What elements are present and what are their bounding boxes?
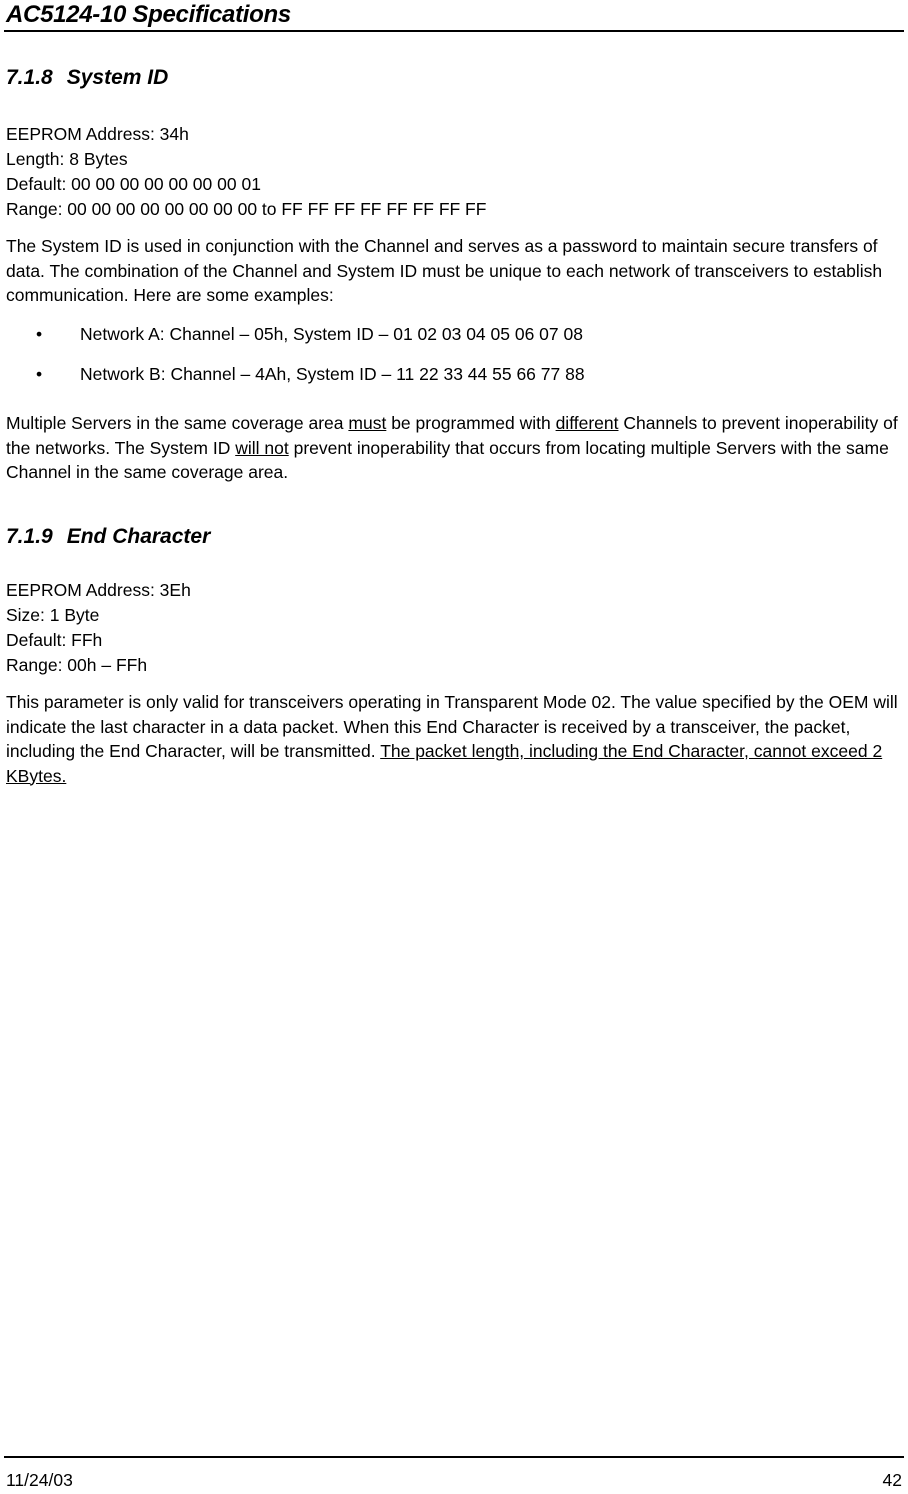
bullet-icon: • xyxy=(36,364,43,384)
footer-date: 11/24/03 xyxy=(6,1470,73,1490)
section-title: End Character xyxy=(66,525,211,548)
system-id-default: Default: 00 00 00 00 00 00 00 01 xyxy=(6,174,261,194)
document-title: AC5124-10 Specifications xyxy=(6,1,291,28)
note-emphasis-must: must xyxy=(348,413,387,433)
section-number: 7.1.8 xyxy=(6,66,53,89)
section-title: System ID xyxy=(66,66,169,89)
page-footer xyxy=(4,1456,904,1494)
end-char-default: Default: FFh xyxy=(6,630,103,650)
system-id-description: The System ID is used in conjunction with the Channel and serves as a password to maintain secure transfers of data. The combination of the Channel and System ID must be unique to each network of transceivers to establish communication. Here are some examples: xyxy=(6,236,883,305)
page-header xyxy=(4,0,904,32)
note-text: Channels to prevent inoperability of the networks. The System ID xyxy=(6,413,898,458)
bullet-icon: • xyxy=(36,324,43,344)
end-char-eeprom-address: EEPROM Address: 3Eh xyxy=(6,580,191,600)
description-emphasis: The packet length, including the End Character, cannot exceed 2 KBytes. xyxy=(6,741,883,786)
end-char-description xyxy=(6,690,902,788)
section-heading-end-character xyxy=(6,525,210,549)
system-id-length: Length: 8 Bytes xyxy=(6,149,128,169)
note-text: be programmed with xyxy=(386,413,556,433)
note-emphasis-will-not: will not xyxy=(235,437,289,458)
end-char-range: Range: 00h – FFh xyxy=(6,655,148,675)
end-char-size: Size: 1 Byte xyxy=(6,605,100,625)
system-id-range: Range: 00 00 00 00 00 00 00 00 to FF FF FF FF FF FF FF FF xyxy=(6,199,487,219)
system-id-note xyxy=(6,411,902,485)
example-item xyxy=(36,322,583,346)
example-text: Network B: Channel – 4Ah, System ID – 11 22 33 44 55 66 77 88 xyxy=(80,364,585,384)
note-text: prevent inoperability that occurs from locating multiple Servers with the same Channel in the same coverage area. xyxy=(6,437,889,482)
page-number: 42 xyxy=(882,1470,902,1490)
example-item xyxy=(36,362,585,386)
system-id-eeprom-address: EEPROM Address: 34h xyxy=(6,124,189,144)
section-number: 7.1.9 xyxy=(6,525,53,548)
section-heading-system-id xyxy=(6,66,168,90)
description-text: This parameter is only valid for transceivers operating in Transparent Mode 02. The value specified by the OEM will indicate the last character in a data packet. When this End Character is received by a transceiver, the packet, including the End Character, will be transmitted. xyxy=(6,692,898,761)
note-text: Multiple Servers in the same coverage area xyxy=(6,413,349,433)
note-emphasis-different: different xyxy=(555,413,619,433)
example-text: Network A: Channel – 05h, System ID – 01 02 03 04 05 06 07 08 xyxy=(80,324,583,344)
